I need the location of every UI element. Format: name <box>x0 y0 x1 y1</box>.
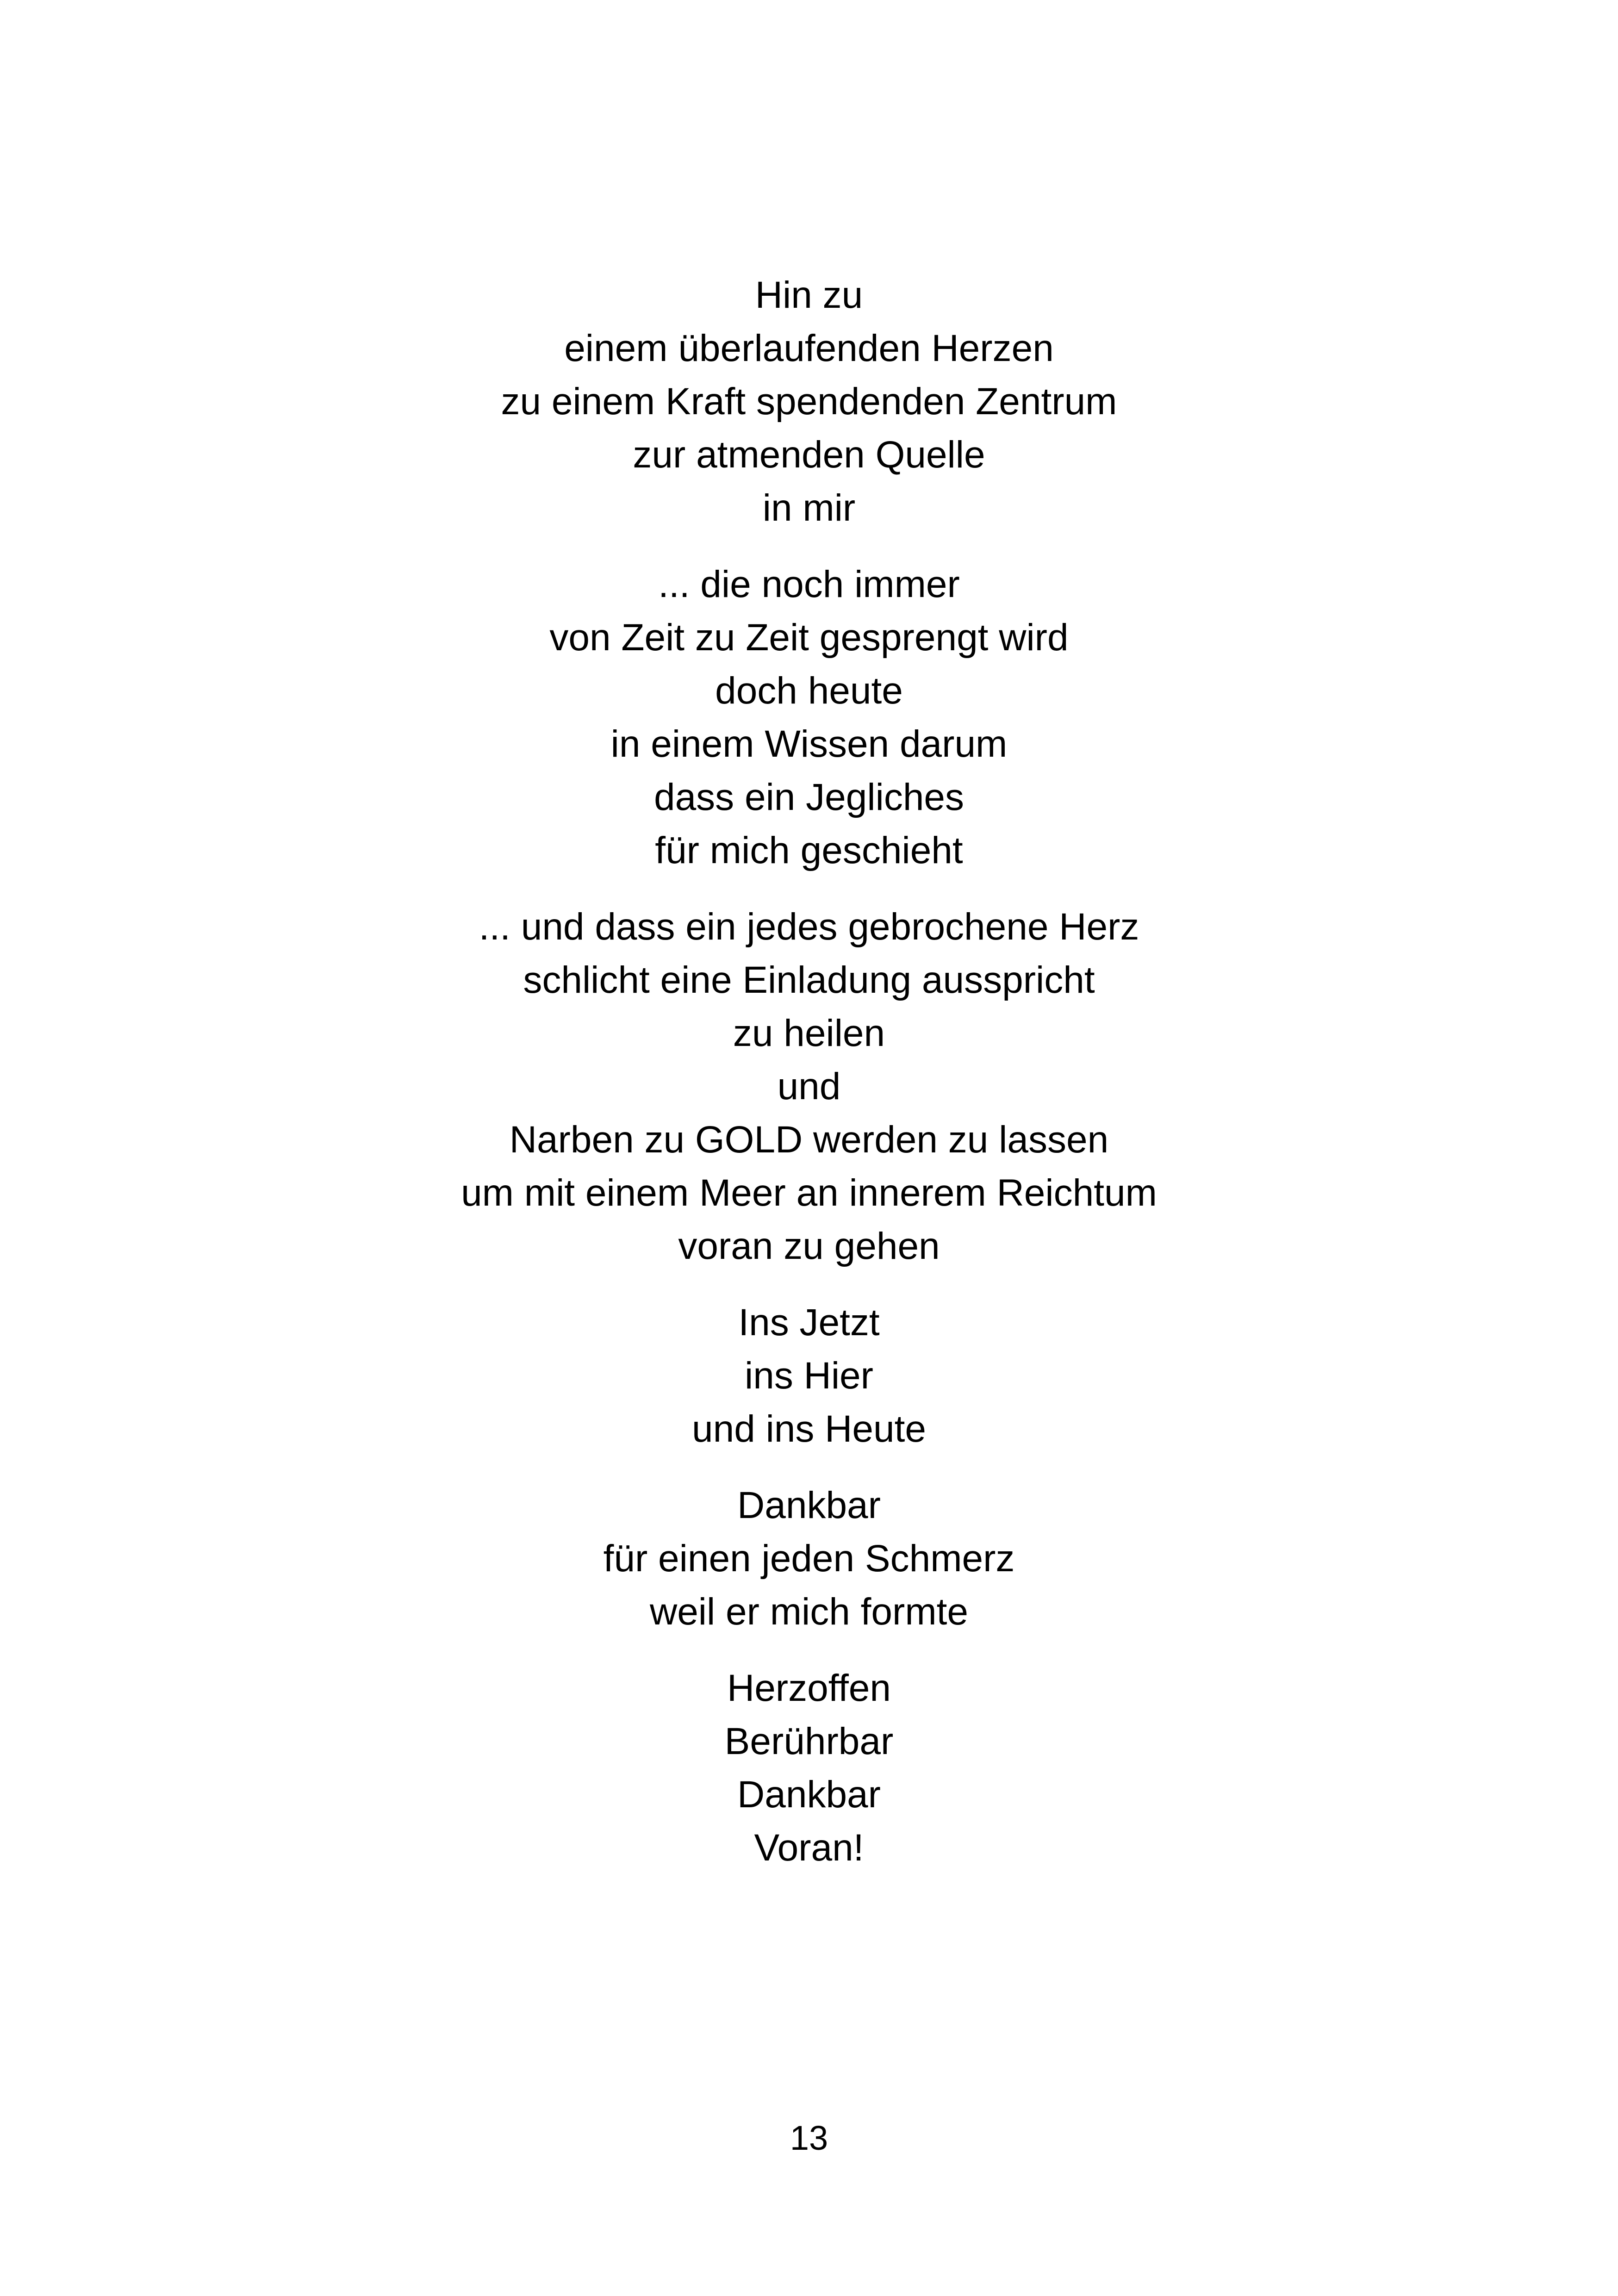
poem-line: voran zu gehen <box>678 1225 940 1267</box>
poem-line: in mir <box>762 487 856 529</box>
poem-line: ... die noch immer <box>658 563 960 605</box>
poem-line: zu einem Kraft spendenden Zentrum <box>501 380 1117 423</box>
poem-line: Narben zu GOLD werden zu lassen <box>509 1119 1109 1161</box>
poem-line: Voran! <box>754 1827 864 1869</box>
poem-line: und <box>777 1065 841 1108</box>
stanza <box>0 1296 1618 1456</box>
poem-line: Dankbar <box>737 1484 881 1526</box>
poem-line: zu heilen <box>733 1012 885 1054</box>
poem-line: einem überlaufenden Herzen <box>564 327 1054 369</box>
poem-line: für mich geschieht <box>655 829 963 871</box>
poem-line: ins Hier <box>745 1355 873 1397</box>
poem-line: von Zeit zu Zeit gesprengt wird <box>549 616 1069 659</box>
poem-line: Ins Jetzt <box>738 1301 880 1344</box>
poem-line: und ins Heute <box>691 1408 926 1450</box>
poem-line: Berührbar <box>724 1720 894 1762</box>
poem-line: dass ein Jegliches <box>653 776 965 818</box>
poem-line: zur atmenden Quelle <box>633 434 985 476</box>
stanza <box>0 268 1618 535</box>
poem-line: weil er mich formte <box>649 1591 969 1633</box>
stanza <box>0 1661 1618 1874</box>
poem-line: Herzoffen <box>727 1667 891 1709</box>
poem-line: schlicht eine Einladung ausspricht <box>523 959 1095 1001</box>
poem-line: doch heute <box>715 670 903 712</box>
stanza <box>0 558 1618 877</box>
poem-line: in einem Wissen darum <box>610 723 1008 765</box>
stanza <box>0 900 1618 1273</box>
page-number: 13 <box>790 2119 828 2157</box>
poem-line: um mit einem Meer an innerem Reichtum <box>461 1172 1157 1214</box>
poem <box>0 268 1618 1898</box>
poem-line: Hin zu <box>755 274 863 316</box>
poem-line: für einen jeden Schmerz <box>603 1537 1015 1580</box>
stanza <box>0 1479 1618 1638</box>
poem-line: Dankbar <box>737 1773 881 1816</box>
poem-line: ... und dass ein jedes gebrochene Herz <box>479 906 1139 948</box>
